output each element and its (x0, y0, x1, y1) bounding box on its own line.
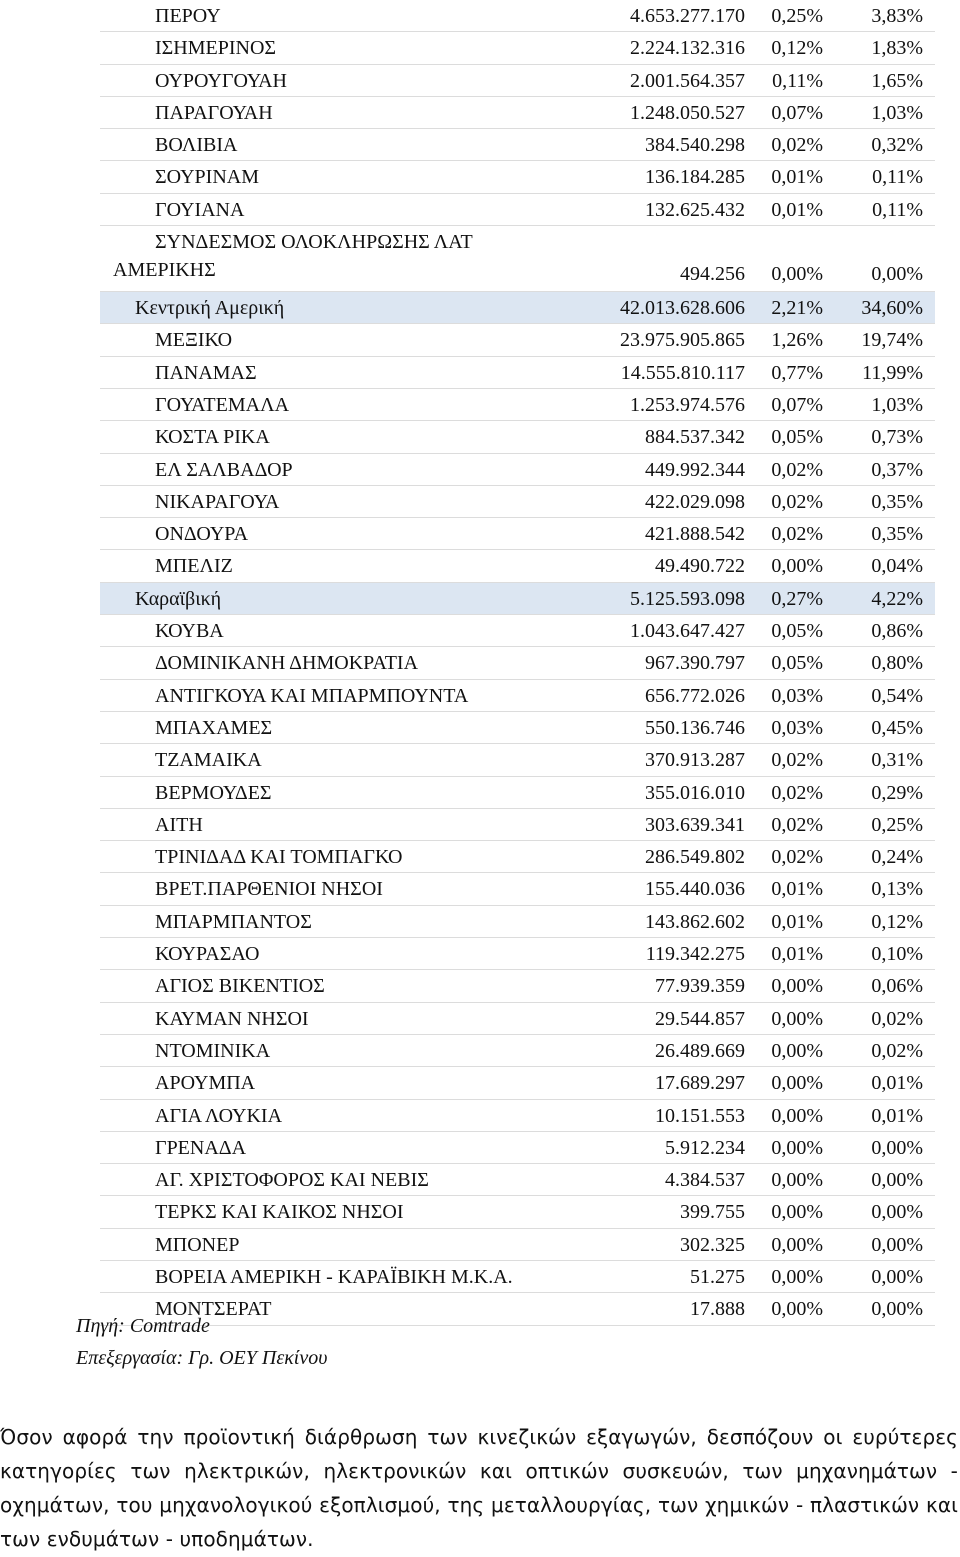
table-row (100, 873, 935, 905)
country-name: ΑΝΤΙΓΚΟΥΑ ΚΑΙ ΜΠΑΡΜΠΟΥΝΤΑ (155, 684, 469, 707)
share-region: 3,83% (871, 5, 923, 27)
table-row (100, 1003, 935, 1035)
share-region: 0,01% (871, 1104, 923, 1127)
share-region: 1,03% (871, 101, 923, 124)
share-total: 0,00% (771, 1136, 823, 1159)
share-total: 0,01% (771, 198, 823, 221)
share-total: 0,05% (771, 652, 823, 675)
country-name (113, 228, 473, 284)
share-region: 4,22% (871, 587, 923, 610)
export-value: 26.489.669 (655, 1039, 745, 1062)
share-region: 0,00% (871, 263, 923, 286)
share-region: 0,10% (871, 943, 923, 966)
region-row (100, 583, 935, 615)
share-region: 0,31% (871, 749, 923, 772)
share-total: 0,27% (771, 587, 823, 610)
export-value: 303.639.341 (645, 813, 745, 836)
country-name-line2: ΑΜΕΡΙΚΗΣ (113, 259, 216, 282)
share-region: 0,12% (871, 910, 923, 933)
export-value: 14.555.810.117 (620, 361, 745, 384)
share-region: 0,35% (871, 490, 923, 513)
table-row (100, 1067, 935, 1099)
source-note: Πηγή: Comtrade (76, 1315, 210, 1337)
share-total: 0,01% (771, 910, 823, 933)
export-value: 132.625.432 (645, 198, 745, 221)
table-row (100, 32, 935, 64)
share-region: 34,60% (861, 297, 923, 320)
processing-note: Επεξεργασία: Γρ. ΟΕΥ Πεκίνου (76, 1347, 328, 1369)
share-region: 0,25% (871, 813, 923, 836)
share-region: 0,24% (871, 846, 923, 869)
share-region: 1,65% (871, 69, 923, 92)
export-value: 399.755 (680, 1201, 745, 1224)
share-region: 0,00% (871, 1233, 923, 1256)
export-value: 1.043.647.427 (630, 620, 745, 643)
share-total: 0,02% (771, 749, 823, 772)
country-name: ΜΠΑΡΜΠΑΝΤΟΣ (155, 910, 312, 933)
country-name: ΓΡΕΝΑΔΑ (155, 1136, 247, 1159)
share-total: 0,02% (771, 813, 823, 836)
share-total: 0,00% (771, 1201, 823, 1224)
table-row (100, 1261, 935, 1293)
share-total: 0,00% (771, 1072, 823, 1095)
export-value: 155.440.036 (645, 878, 745, 901)
country-name: ΠΑΝΑΜΑΣ (155, 361, 257, 384)
country-name: ΝΙΚΑΡΑΓΟΥΑ (155, 490, 280, 513)
country-name: ΑΓΙΑ ΛΟΥΚΙΑ (155, 1104, 283, 1127)
share-total: 0,02% (771, 134, 823, 157)
share-total: 0,00% (771, 263, 823, 286)
share-region: 0,32% (871, 134, 923, 157)
country-name: ΤΡΙΝΙΔΑΔ ΚΑΙ ΤΟΜΠΑΓΚΟ (155, 846, 403, 869)
share-total: 0,00% (771, 1169, 823, 1192)
country-name: ΒΟΡΕΙΑ ΑΜΕΡΙΚΗ - ΚΑΡΑΪΒΙΚΗ Μ.Κ.Α. (155, 1265, 513, 1288)
export-value: 494.256 (680, 263, 745, 286)
country-name: ΚΑΥΜΑΝ ΝΗΣΟΙ (155, 1007, 309, 1030)
share-region: 0,11% (872, 166, 923, 189)
country-name: ΒΡΕΤ.ΠΑΡΘΕΝΙΟΙ ΝΗΣΟΙ (155, 878, 383, 901)
export-value: 5.912.234 (665, 1136, 745, 1159)
share-region: 0,00% (871, 1298, 923, 1321)
share-total: 0,02% (771, 458, 823, 481)
share-total: 0,00% (771, 555, 823, 578)
share-total: 0,03% (771, 716, 823, 739)
country-name: ΑΓ. ΧΡΙΣΤΟΦΟΡΟΣ ΚΑΙ ΝΕΒΙΣ (155, 1169, 429, 1192)
table-row (100, 777, 935, 809)
share-region: 0,73% (871, 426, 923, 449)
table-row (100, 1164, 935, 1196)
share-total: 0,01% (771, 166, 823, 189)
table-row (100, 454, 935, 486)
country-name: ΓΟΥΙΑΝΑ (155, 198, 245, 221)
export-value: 17.888 (690, 1298, 745, 1321)
table-row (100, 421, 935, 453)
export-value: 656.772.026 (645, 684, 745, 707)
share-total: 0,02% (771, 846, 823, 869)
export-value: 49.490.722 (655, 555, 745, 578)
country-name: ΙΣΗΜΕΡΙΝΟΣ (155, 37, 277, 60)
country-name: ΒΟΛΙΒΙΑ (155, 134, 238, 157)
export-value: 884.537.342 (645, 426, 745, 449)
country-name: ΝΤΟΜΙΝΙΚΑ (155, 1039, 271, 1062)
share-region: 0,02% (871, 1039, 923, 1062)
export-value: 77.939.359 (655, 975, 745, 998)
share-total: 0,00% (771, 1298, 823, 1321)
country-name: ΤΖΑΜΑΙΚΑ (155, 749, 262, 772)
country-name: ΣΟΥΡΙΝΑΜ (155, 166, 259, 189)
country-name: ΒΕΡΜΟΥΔΕΣ (155, 781, 272, 804)
share-total: 0,03% (771, 684, 823, 707)
table-row (100, 357, 935, 389)
export-value: 967.390.797 (645, 652, 745, 675)
share-total: 0,00% (771, 1007, 823, 1030)
export-value: 422.029.098 (645, 490, 745, 513)
export-value: 550.136.746 (645, 716, 745, 739)
country-name-line1: ΣΥΝΔΕΣΜΟΣ ΟΛΟΚΛΗΡΩΣΗΣ ΛΑΤ (155, 231, 473, 254)
share-region: 1,03% (871, 393, 923, 416)
share-total: 1,26% (771, 329, 823, 352)
share-total: 0,25% (771, 5, 823, 27)
table-row (100, 389, 935, 421)
table-row (100, 324, 935, 356)
share-total: 0,00% (771, 1233, 823, 1256)
table-row (100, 65, 935, 97)
country-name: ΜΠΑΧΑΜΕΣ (155, 716, 273, 739)
share-region: 0,35% (871, 523, 923, 546)
share-total: 0,11% (772, 69, 823, 92)
country-name: ΚΟΣΤΑ ΡΙΚΑ (155, 426, 270, 449)
export-value: 421.888.542 (645, 523, 745, 546)
export-value: 370.913.287 (645, 749, 745, 772)
share-region: 0,29% (871, 781, 923, 804)
export-value: 119.342.275 (645, 943, 745, 966)
share-region: 0,13% (871, 878, 923, 901)
share-total: 0,07% (771, 101, 823, 124)
export-value: 29.544.857 (655, 1007, 745, 1030)
share-total: 0,05% (771, 620, 823, 643)
share-total: 0,05% (771, 426, 823, 449)
share-region: 0,06% (871, 975, 923, 998)
export-value: 2.224.132.316 (630, 37, 745, 60)
export-value: 4.653.277.170 (630, 5, 745, 27)
table-row (100, 615, 935, 647)
country-name: ΑΡΟΥΜΠΑ (155, 1072, 256, 1095)
table-row (100, 226, 935, 292)
table-row (100, 161, 935, 193)
country-name: ΜΟΝΤΣΕΡΑΤ (155, 1298, 272, 1321)
table-row (100, 1196, 935, 1228)
table-row (100, 712, 935, 744)
share-region: 0,04% (871, 555, 923, 578)
table-row (100, 1293, 935, 1325)
export-value: 384.540.298 (645, 134, 745, 157)
table-row (100, 194, 935, 226)
country-name: ΜΠΕΛΙΖ (155, 555, 233, 578)
share-region: 0,80% (871, 652, 923, 675)
table-row (100, 938, 935, 970)
share-region: 0,54% (871, 684, 923, 707)
share-region: 0,02% (871, 1007, 923, 1030)
export-value: 17.689.297 (655, 1072, 745, 1095)
country-name: ΓΟΥΑΤΕΜΑΛΑ (155, 393, 290, 416)
share-region: 1,83% (871, 37, 923, 60)
table-row (100, 550, 935, 582)
country-name: ΠΕΡΟΥ (155, 5, 221, 27)
export-value: 1.253.974.576 (630, 393, 745, 416)
country-name: ΔΟΜΙΝΙΚΑΝΗ ΔΗΜΟΚΡΑΤΙΑ (155, 652, 419, 675)
share-total: 0,77% (771, 361, 823, 384)
table-row (100, 1229, 935, 1261)
share-total: 0,01% (771, 878, 823, 901)
export-value: 5.125.593.098 (630, 587, 745, 610)
share-region: 0,00% (871, 1265, 923, 1288)
share-region: 0,00% (871, 1169, 923, 1192)
share-region: 0,00% (871, 1136, 923, 1159)
country-name: Κεντρική Αμερική (135, 297, 285, 320)
table-row (100, 680, 935, 712)
region-row (100, 292, 935, 324)
share-region: 11,99% (862, 361, 923, 384)
share-total: 0,07% (771, 393, 823, 416)
share-region: 0,86% (871, 620, 923, 643)
table-row (100, 1100, 935, 1132)
export-value: 136.184.285 (645, 166, 745, 189)
share-total: 2,21% (771, 297, 823, 320)
share-total: 0,00% (771, 1039, 823, 1062)
country-name: ΕΛ ΣΑΛΒΑΔΟΡ (155, 458, 293, 481)
table-row (100, 97, 935, 129)
export-value: 355.016.010 (645, 781, 745, 804)
export-value: 10.151.553 (655, 1104, 745, 1127)
table-row (100, 129, 935, 161)
share-total: 0,00% (771, 1265, 823, 1288)
country-name: ΜΠΟΝΕΡ (155, 1233, 240, 1256)
export-value: 4.384.537 (665, 1169, 745, 1192)
table-row (100, 518, 935, 550)
body-paragraph: Όσον αφορά την προϊοντική διάρθρωση των κινεζικών εξαγωγών, δεσπόζουν οι ευρύτερες κατηγορίες των ηλεκτρικών, ηλεκτρονικών και οπτικών συσκευών, των μηχανημάτων - οχημάτων, του μηχανολογικού εξοπλισμού, της μεταλλουργίας, των χημικών - πλαστικών και των ενδυμάτων - υποδημάτων. (0, 1425, 958, 1551)
table-row (100, 486, 935, 518)
share-total: 0,02% (771, 490, 823, 513)
share-total: 0,01% (771, 943, 823, 966)
table-row (100, 970, 935, 1002)
table-row (100, 809, 935, 841)
country-name: ΑΓΙΟΣ ΒΙΚΕΝΤΙΟΣ (155, 975, 325, 998)
exports-table (100, 0, 935, 1326)
country-name: ΜΕΞΙΚΟ (155, 329, 233, 352)
export-value: 143.862.602 (645, 910, 745, 933)
export-value: 286.549.802 (645, 846, 745, 869)
table-row (100, 841, 935, 873)
share-total: 0,12% (771, 37, 823, 60)
country-name: ΚΟΥΒΑ (155, 620, 224, 643)
share-region: 0,45% (871, 716, 923, 739)
country-name: ΟΝΔΟΥΡΑ (155, 523, 249, 546)
share-total: 0,00% (771, 975, 823, 998)
country-name: ΚΟΥΡΑΣΑΟ (155, 943, 260, 966)
share-total: 0,00% (771, 1104, 823, 1127)
table-row (100, 1035, 935, 1067)
country-name: ΤΕΡΚΣ ΚΑΙ ΚΑΙΚΟΣ ΝΗΣΟΙ (155, 1201, 404, 1224)
export-value: 23.975.905.865 (620, 329, 745, 352)
export-value: 302.325 (680, 1233, 745, 1256)
share-total: 0,02% (771, 781, 823, 804)
share-region: 0,00% (871, 1201, 923, 1224)
table-row (100, 744, 935, 776)
table-row (100, 906, 935, 938)
export-value: 2.001.564.357 (630, 69, 745, 92)
country-name: ΠΑΡΑΓΟΥΑΗ (155, 101, 273, 124)
export-value: 51.275 (690, 1265, 745, 1288)
share-total: 0,02% (771, 523, 823, 546)
share-region: 19,74% (861, 329, 923, 352)
table-row (100, 647, 935, 679)
export-value: 42.013.628.606 (620, 297, 745, 320)
share-region: 0,01% (871, 1072, 923, 1095)
country-name: ΟΥΡΟΥΓΟΥΑΗ (155, 69, 287, 92)
country-name: ΑΙΤΗ (155, 813, 203, 836)
table-row (100, 1132, 935, 1164)
share-region: 0,37% (871, 458, 923, 481)
country-name: Καραϊβική (135, 587, 222, 610)
export-value: 1.248.050.527 (630, 101, 745, 124)
table-row (100, 0, 935, 32)
export-value: 449.992.344 (645, 458, 745, 481)
share-region: 0,11% (872, 198, 923, 221)
